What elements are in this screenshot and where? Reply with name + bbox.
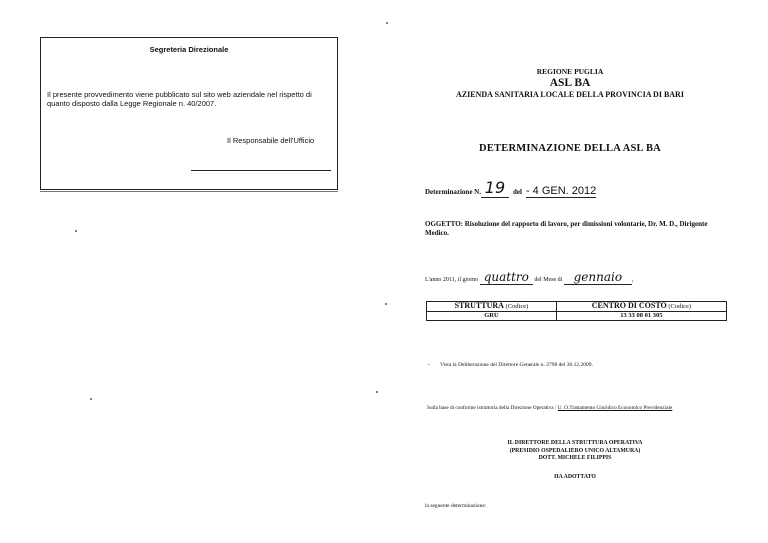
scan-speck: [386, 22, 388, 24]
adopted-heading: HA ADOTTATO: [554, 474, 596, 480]
table-row: [427, 302, 727, 312]
signature-line: [191, 170, 331, 171]
dateline-prefix: L'anno 2011, il giorno: [425, 277, 479, 283]
asl-heading: ASL BA: [549, 77, 591, 89]
scan-speck: [90, 398, 92, 400]
structure-header: STRUTTURA (Codice): [427, 302, 557, 312]
notice-responsible: Il Responsabile dell'Ufficio: [227, 136, 315, 145]
notice-body: Il presente provvedimento viene pubblicato sul sito web aziendale nel rispetto di quanto disposto dalla Legge Regionale n. 40/2007.: [47, 90, 312, 108]
dateline: L'anno 2011, il giorno quattro del Mese di gennaio ,: [425, 270, 634, 284]
cost-center-value: 13 33 08 01 305: [556, 312, 726, 321]
vista-dash: -: [428, 362, 430, 368]
scan-speck: [75, 230, 77, 232]
notice-bottom-rule: [40, 191, 338, 192]
subject-text: OGGETTO: Risoluzione del rapporto di lavoro, per dimissioni volontarie, Dr. M. D., Dirigente Medico.: [425, 220, 708, 237]
agency-heading: AZIENDA SANITARIA LOCALE DELLA PROVINCIA DI BARI: [456, 90, 684, 99]
region-heading: REGIONE PUGLIA: [536, 67, 604, 76]
sulla-underlined-unit: U .O.Trattamento Giuridico Economico Previdenziale: [557, 405, 673, 411]
determination-number: 19: [481, 178, 509, 198]
director-line-1: IL DIRETTORE DELLA STRUTTURA OPERATIVA: [507, 440, 643, 446]
scan-speck: [376, 391, 378, 393]
vista-text: Vista la Deliberazione del Direttore Generale n. 2798 del 30.12.2009.: [440, 362, 593, 368]
director-line-3: DOTT. MICHELE FILIPPIS: [538, 455, 612, 461]
structure-cost-center-table: [426, 301, 727, 321]
determination-title: DETERMINAZIONE DELLA ASL BA: [479, 143, 661, 154]
closing-text: la seguente determinazione:: [425, 503, 487, 509]
director-line-2: (PRESIDIO OSPEDALIERO UNICO ALTAMURA): [509, 447, 641, 454]
sulla-text: Sulla base di conforme istruttoria della Direzione Operativa /: [427, 405, 557, 411]
del-label: del: [512, 188, 522, 196]
director-block: [440, 440, 710, 463]
handwritten-day: quattro: [480, 270, 533, 285]
table-row: [427, 312, 727, 321]
sulla-paragraph: [427, 405, 727, 412]
cost-center-header: CENTRO DI COSTO (Codice): [556, 302, 726, 312]
scan-speck: [385, 303, 387, 305]
dateline-mid: del Mese di: [534, 277, 563, 283]
determination-line: [425, 178, 596, 198]
structure-value: GRU: [427, 312, 557, 321]
handwritten-month: gennaio: [564, 270, 632, 285]
notice-title: Segreteria Direzionale: [149, 45, 229, 54]
publication-notice-box: [40, 37, 338, 190]
determination-date-stamp: - 4 GEN. 2012: [525, 185, 597, 197]
determination-label: Determinazione N.: [425, 188, 481, 196]
